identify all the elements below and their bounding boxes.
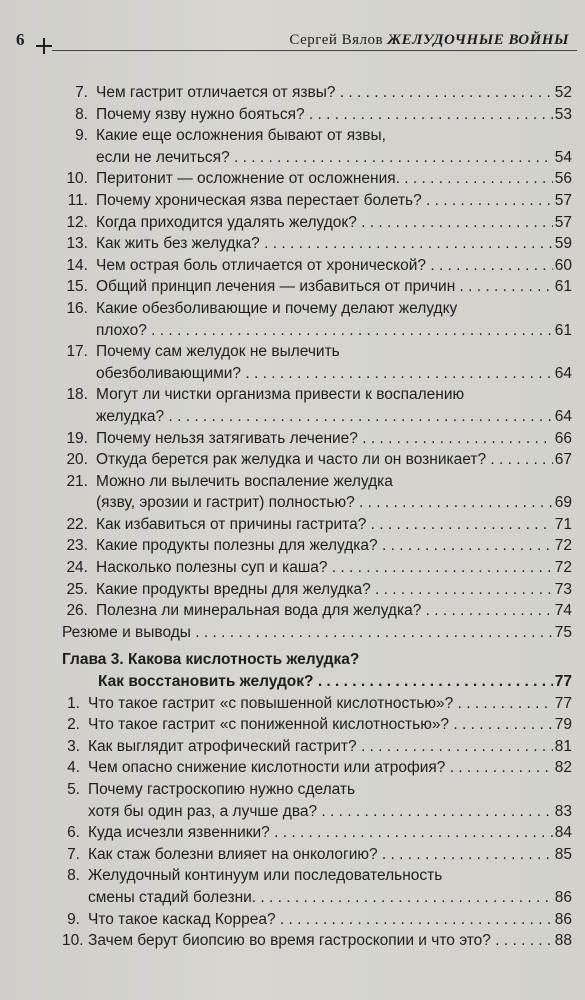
entry-title: Как стаж болезни влияет на онкологию? . . . xyxy=(88,844,553,866)
chapter-subtitle: Как восстановить желудок? . . . xyxy=(98,671,553,693)
entry-body xyxy=(96,190,572,212)
crop-mark-icon xyxy=(36,38,52,54)
entry-row xyxy=(96,82,572,104)
entry-title-line: Можно ли вылечить воспаление желудка xyxy=(96,472,393,490)
entry-row xyxy=(96,492,572,514)
entry-title: Что такое каскад Корреа? . . . xyxy=(88,909,553,931)
toc-entry xyxy=(62,190,572,212)
entry-title: Почему хроническая язва перестает болеть? . . . xyxy=(96,190,553,212)
toc-entry xyxy=(62,168,572,190)
entry-title-line: Могут ли чистки организма привести к воспалению xyxy=(96,386,465,404)
entry-body xyxy=(96,233,572,255)
toc-entry xyxy=(62,384,572,427)
toc-entry xyxy=(62,255,572,277)
toc-entry xyxy=(62,736,572,758)
entry-page: 72 xyxy=(554,559,572,577)
entry-row xyxy=(88,693,572,715)
entry-number: 19. xyxy=(66,429,88,447)
entry-body xyxy=(96,514,572,536)
entry-row xyxy=(88,757,572,779)
entry-number: 4. xyxy=(67,759,80,777)
entry-number: 18. xyxy=(66,386,88,404)
toc-entry xyxy=(62,298,572,341)
entry-body xyxy=(96,341,572,384)
entry-number: 3. xyxy=(67,737,80,755)
entry-body xyxy=(96,449,572,471)
table-of-contents xyxy=(62,82,572,952)
entry-title: Общий принцип лечения — избавиться от причин . . . xyxy=(96,276,553,298)
entry-number: 13. xyxy=(66,235,88,253)
entry-number: 5. xyxy=(67,781,80,798)
entry-body xyxy=(96,125,572,168)
entry-page: 60 xyxy=(554,256,572,274)
entry-page: 54 xyxy=(554,148,572,166)
entry-title: Какие продукты вредны для желудка? . . . xyxy=(96,579,553,601)
entry-page: 64 xyxy=(554,364,572,382)
entry-number: 25. xyxy=(66,580,88,598)
entry-body xyxy=(96,471,572,514)
entry-number: 20. xyxy=(66,451,88,469)
entry-row xyxy=(96,104,572,126)
entry-row xyxy=(88,801,572,823)
chapter-subtitle-row xyxy=(62,671,572,693)
entry-row xyxy=(96,514,572,536)
entry-number: 8. xyxy=(75,105,88,123)
toc-entry xyxy=(62,822,572,844)
toc-entry xyxy=(62,428,572,450)
entry-row xyxy=(88,909,572,931)
entry-number: 9. xyxy=(75,127,88,145)
entry-title-line: Какие обезболивающие и почему делают желудку xyxy=(96,299,458,317)
entry-page: 61 xyxy=(554,321,572,339)
entry-page: 86 xyxy=(554,910,572,928)
entry-row xyxy=(96,579,572,601)
entry-body xyxy=(96,535,572,557)
toc-entry xyxy=(62,341,572,384)
entry-title: Зачем берут биопсию во время гастроскопии и что это? . . . xyxy=(88,930,553,952)
entry-body xyxy=(88,844,572,866)
entry-row xyxy=(88,736,572,758)
toc-entry xyxy=(62,557,572,579)
toc-entry xyxy=(62,449,572,471)
entry-page: 72 xyxy=(554,537,572,555)
toc-section-chapter3 xyxy=(62,693,572,952)
entry-number: 21. xyxy=(66,472,88,490)
header-rule xyxy=(52,50,577,51)
entry-number: 7. xyxy=(67,845,80,863)
running-title xyxy=(289,32,569,49)
toc-entry xyxy=(62,865,572,908)
entry-row xyxy=(96,212,572,234)
toc-entry xyxy=(62,622,572,644)
entry-body xyxy=(88,736,572,758)
entry-row xyxy=(88,822,572,844)
entry-row xyxy=(96,535,572,557)
entry-row xyxy=(88,887,572,909)
entry-row xyxy=(96,147,572,169)
entry-title: Почему нельзя затягивать лечение? . . . xyxy=(96,428,553,450)
toc-entry xyxy=(62,82,572,104)
entry-title-line: Какие еще осложнения бывают от язвы, xyxy=(96,127,386,145)
toc-entry xyxy=(62,579,572,601)
toc-entry xyxy=(62,844,572,866)
toc-entry xyxy=(62,930,572,952)
entry-title: Что такое гастрит «с пониженной кислотностью»? . . . xyxy=(88,714,553,736)
entry-page: 82 xyxy=(554,759,572,777)
entry-row xyxy=(96,168,572,190)
entry-page: 84 xyxy=(554,824,572,842)
entry-title-line: Желудочный континуум или последовательность xyxy=(88,867,443,885)
entry-title: Чем гастрит отличается от язвы? . . . xyxy=(96,82,553,104)
toc-entry xyxy=(62,714,572,736)
entry-title: хотя бы один раз, а лучше два? . . . xyxy=(88,801,553,823)
entry-body xyxy=(88,779,572,822)
entry-number: 16. xyxy=(66,299,88,317)
entry-page: 81 xyxy=(554,737,572,755)
entry-page: 57 xyxy=(554,213,572,231)
entry-page: 83 xyxy=(554,802,572,820)
book-title: ЖЕЛУДОЧНЫЕ ВОЙНЫ xyxy=(387,32,569,48)
entry-number: 7. xyxy=(75,84,88,101)
entry-body xyxy=(88,693,572,715)
entry-page: 61 xyxy=(554,278,572,296)
entry-title: Как выглядит атрофический гастрит? . . . xyxy=(88,736,553,758)
toc-entry xyxy=(62,125,572,168)
entry-title: Чем острая боль отличается от хронической? . . . xyxy=(96,255,553,277)
toc-entry xyxy=(62,514,572,536)
entry-page: 75 xyxy=(554,623,572,641)
entry-number: 9. xyxy=(67,910,80,928)
entry-title: Когда приходится удалять желудок? . . . xyxy=(96,212,553,234)
entry-body xyxy=(96,168,572,190)
entry-page: 77 xyxy=(554,694,572,712)
entry-page: 74 xyxy=(554,602,572,620)
entry-number: 2. xyxy=(67,716,80,734)
entry-title: Какие продукты полезны для желудка? . . . xyxy=(96,535,553,557)
entry-page: 73 xyxy=(554,580,572,598)
entry-page: 64 xyxy=(554,407,572,425)
toc-entry xyxy=(62,471,572,514)
entry-title: смены стадий болезни. . . . xyxy=(88,887,553,909)
running-header xyxy=(14,30,575,52)
entry-body xyxy=(96,212,572,234)
toc-entry xyxy=(62,104,572,126)
page-number: 6 xyxy=(16,30,25,49)
chapter-heading xyxy=(62,649,572,692)
entry-body xyxy=(96,557,572,579)
toc-entry xyxy=(62,276,572,298)
entry-body xyxy=(96,82,572,104)
entry-page: 69 xyxy=(554,494,572,512)
entry-page: 85 xyxy=(554,845,572,863)
entry-row xyxy=(96,449,572,471)
entry-title: Полезна ли минеральная вода для желудка? . . . xyxy=(96,600,553,622)
entry-body xyxy=(62,622,572,644)
entry-row xyxy=(88,714,572,736)
entry-row xyxy=(96,363,572,385)
toc-entry xyxy=(62,535,572,557)
entry-body xyxy=(88,822,572,844)
entry-title: Куда исчезли язвенники? . . . xyxy=(88,822,553,844)
entry-row xyxy=(96,255,572,277)
entry-page: 57 xyxy=(554,191,572,209)
entry-number: 14. xyxy=(66,256,88,274)
entry-page: 52 xyxy=(554,84,572,101)
entry-page: 59 xyxy=(554,235,572,253)
author-name: Сергей Вялов xyxy=(289,32,384,48)
entry-number: 22. xyxy=(66,515,88,533)
toc-entry xyxy=(62,212,572,234)
entry-number: 6. xyxy=(67,824,80,842)
entry-number: 12. xyxy=(66,213,88,231)
entry-title-line: Почему гастроскопию нужно сделать xyxy=(88,781,356,798)
entry-body xyxy=(96,384,572,427)
entry-number: 8. xyxy=(67,867,80,885)
entry-page: 79 xyxy=(554,716,572,734)
entry-body xyxy=(96,255,572,277)
entry-body xyxy=(96,579,572,601)
toc-entry xyxy=(62,909,572,931)
entry-row xyxy=(96,600,572,622)
entry-body xyxy=(88,714,572,736)
entry-body xyxy=(96,428,572,450)
entry-number: 23. xyxy=(66,537,88,555)
chapter-page: 77 xyxy=(554,673,572,691)
entry-number: 11. xyxy=(67,191,88,209)
entry-number: 26. xyxy=(66,602,88,620)
toc-section-chapter2 xyxy=(62,82,572,643)
entry-body xyxy=(88,757,572,779)
entry-title: желудка? . . . xyxy=(96,406,553,428)
entry-body xyxy=(88,909,572,931)
entry-page: 56 xyxy=(554,170,572,188)
entry-page: 53 xyxy=(554,105,572,123)
entry-title: Перитонит — осложнение от осложнения. . . . xyxy=(96,168,553,190)
entry-row xyxy=(96,190,572,212)
entry-title: Откуда берется рак желудка и часто ли он возникает? . . . xyxy=(96,449,553,471)
entry-row xyxy=(88,930,572,952)
toc-entry xyxy=(62,757,572,779)
entry-body xyxy=(88,865,572,908)
entry-title-line: Почему сам желудок не вылечить xyxy=(96,343,340,361)
entry-page: 66 xyxy=(554,429,572,447)
entry-row xyxy=(96,233,572,255)
entry-row xyxy=(96,276,572,298)
entry-number: 15. xyxy=(66,278,88,296)
entry-body xyxy=(88,930,572,952)
entry-title: обезболивающими? . . . xyxy=(96,363,553,385)
entry-page: 88 xyxy=(554,932,572,950)
entry-title: Резюме и выводы . . . xyxy=(62,622,553,644)
toc-entry xyxy=(62,233,572,255)
entry-title: если не лечиться? . . . xyxy=(96,147,553,169)
entry-title: Чем опасно снижение кислотности или атрофия? . . . xyxy=(88,757,553,779)
entry-row xyxy=(96,320,572,342)
entry-body xyxy=(96,276,572,298)
entry-row xyxy=(96,428,572,450)
entry-number: 10. xyxy=(62,932,84,950)
entry-number: 24. xyxy=(66,559,88,577)
entry-title: плохо? . . . xyxy=(96,320,553,342)
chapter-title: Глава 3. Какова кислотность желудка? xyxy=(62,651,360,669)
entry-page: 71 xyxy=(554,515,572,533)
entry-title: Что такое гастрит «с повышенной кислотностью»? . . . xyxy=(88,693,553,715)
entry-row xyxy=(96,557,572,579)
toc-entry xyxy=(62,693,572,715)
toc-entry xyxy=(62,600,572,622)
entry-title: Почему язву нужно бояться? . . . xyxy=(96,104,553,126)
entry-number: 10. xyxy=(66,170,88,188)
entry-row xyxy=(96,406,572,428)
entry-row xyxy=(62,622,572,644)
entry-title: Насколько полезны суп и каша? . . . xyxy=(96,557,553,579)
entry-number: 17. xyxy=(66,343,88,361)
entry-body xyxy=(96,600,572,622)
toc-entry xyxy=(62,779,572,822)
entry-row xyxy=(88,844,572,866)
entry-title: (язву, эрозии и гастрит) полностью? . . . xyxy=(96,492,553,514)
entry-title: Как жить без желудка? . . . xyxy=(96,233,553,255)
entry-number: 1. xyxy=(67,694,80,712)
entry-page: 86 xyxy=(554,888,572,906)
entry-title: Как избавиться от причины гастрита? . . . xyxy=(96,514,553,536)
entry-body xyxy=(96,104,572,126)
entry-body xyxy=(96,298,572,341)
entry-page: 67 xyxy=(554,451,572,469)
